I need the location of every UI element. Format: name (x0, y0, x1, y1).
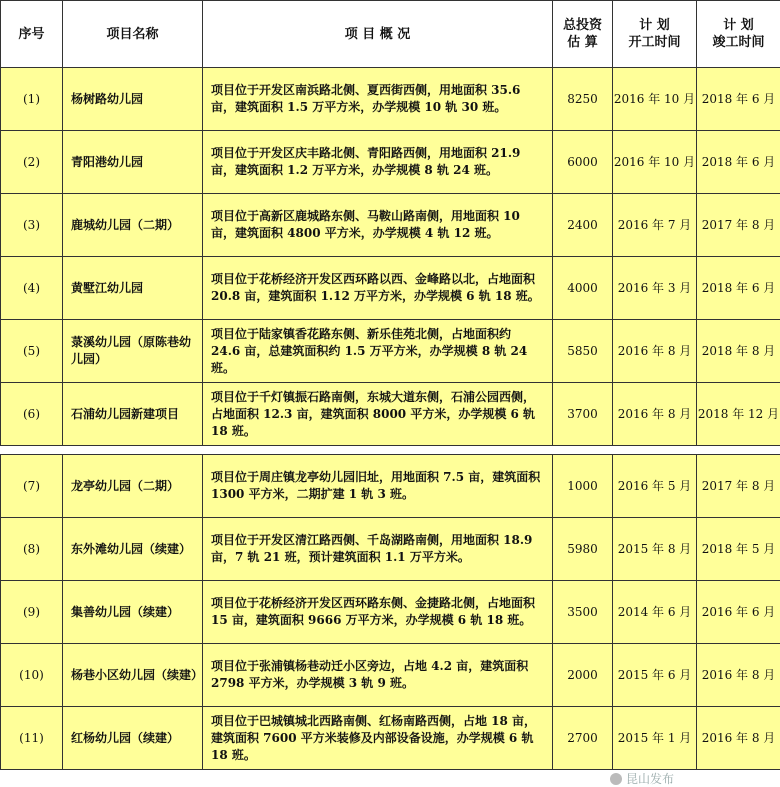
header-desc: 项 目 概 况 (203, 1, 553, 68)
project-description: 项目位于周庄镇龙亭幼儿园旧址，用地面积 7.5 亩，建筑面积 1300 平方米，二期扩建 1 轨 3 班。 (203, 455, 553, 518)
investment-estimate: 3500 (553, 581, 613, 644)
separator-cell (1, 446, 780, 455)
header-row (1, 1, 780, 68)
planned-completion: 2018 年 5 月 (697, 518, 780, 581)
investment-estimate: 3700 (553, 383, 613, 446)
table-row (1, 257, 780, 320)
project-description: 项目位于开发区南浜路北侧、夏西街西侧，用地面积 35.6 亩，建筑面积 1.5 万平方米，办学规模 10 轨 30 班。 (203, 68, 553, 131)
planned-start: 2015 年 6 月 (613, 644, 697, 707)
project-name: 鹿城幼儿园（二期） (63, 194, 203, 257)
planned-completion: 2017 年 8 月 (697, 194, 780, 257)
table-row (1, 455, 780, 518)
planned-start: 2014 年 6 月 (613, 581, 697, 644)
table-row (1, 518, 780, 581)
row-number: (5) (1, 320, 63, 383)
table-row (1, 68, 780, 131)
project-name: 菉溪幼儿园（原陈巷幼儿园） (63, 320, 203, 383)
table-row (1, 320, 780, 383)
project-name: 东外滩幼儿园（续建） (63, 518, 203, 581)
investment-estimate: 4000 (553, 257, 613, 320)
project-name: 杨树路幼儿园 (63, 68, 203, 131)
planned-completion: 2018 年 12 月 (697, 383, 780, 446)
header-start-line2: 开工时间 (613, 34, 696, 51)
planned-start: 2015 年 1 月 (613, 707, 697, 770)
investment-estimate: 8250 (553, 68, 613, 131)
table-row (1, 707, 780, 770)
row-number: (6) (1, 383, 63, 446)
header-start-line1: 计 划 (613, 17, 696, 34)
table-row (1, 644, 780, 707)
planned-completion: 2018 年 8 月 (697, 320, 780, 383)
header-invest-line2: 估 算 (553, 34, 612, 51)
header-invest (553, 1, 613, 68)
project-description: 项目位于花桥经济开发区西环路以西、金峰路以北，占地面积 20.8 亩，建筑面积 1.12 万平方米，办学规模 6 轨 18 班。 (203, 257, 553, 320)
project-name: 石浦幼儿园新建项目 (63, 383, 203, 446)
project-description: 项目位于开发区清江路西侧、千岛湖路南侧，用地面积 18.9 亩，7 轨 21 班，预计建筑面积 1.1 万平方米。 (203, 518, 553, 581)
project-description: 项目位于陆家镇香花路东侧、新乐佳苑北侧，占地面积约 24.6 亩，总建筑面积约 1.5 万平方米，办学规模 8 轨 24 班。 (203, 320, 553, 383)
planned-completion: 2016 年 6 月 (697, 581, 780, 644)
project-name: 青阳港幼儿园 (63, 131, 203, 194)
project-description: 项目位于千灯镇振石路南侧，东城大道东侧，石浦公园西侧，占地面积 12.3 亩，建筑面积 8000 平方米，办学规模 6 轨 18 班。 (203, 383, 553, 446)
watermark (610, 770, 674, 787)
table-row (1, 194, 780, 257)
project-name: 杨巷小区幼儿园（续建） (63, 644, 203, 707)
row-number: (9) (1, 581, 63, 644)
planned-start: 2016 年 10 月 (613, 68, 697, 131)
project-description: 项目位于花桥经济开发区西环路东侧、金捷路北侧，占地面积 15 亩，建筑面积 9666 万平方米，办学规模 6 轨 18 班。 (203, 581, 553, 644)
header-start (613, 1, 697, 68)
project-description: 项目位于高新区鹿城路东侧、马鞍山路南侧，用地面积 10 亩，建筑面积 4800 平方米，办学规模 4 轨 12 班。 (203, 194, 553, 257)
planned-completion: 2018 年 6 月 (697, 131, 780, 194)
header-name: 项目名称 (63, 1, 203, 68)
row-number: (11) (1, 707, 63, 770)
investment-estimate: 2700 (553, 707, 613, 770)
planned-completion: 2016 年 8 月 (697, 644, 780, 707)
planned-start: 2016 年 5 月 (613, 455, 697, 518)
planned-start: 2016 年 8 月 (613, 383, 697, 446)
planned-start: 2016 年 10 月 (613, 131, 697, 194)
row-number: (1) (1, 68, 63, 131)
planned-completion: 2016 年 8 月 (697, 707, 780, 770)
watermark-text: 昆山发布 (626, 772, 674, 786)
planned-start: 2015 年 8 月 (613, 518, 697, 581)
row-number: (2) (1, 131, 63, 194)
investment-estimate: 1000 (553, 455, 613, 518)
planned-start: 2016 年 3 月 (613, 257, 697, 320)
investment-estimate: 2400 (553, 194, 613, 257)
project-name: 红杨幼儿园（续建） (63, 707, 203, 770)
project-name: 集善幼儿园（续建） (63, 581, 203, 644)
table-row (1, 383, 780, 446)
header-end-line2: 竣工时间 (697, 34, 780, 51)
row-number: (10) (1, 644, 63, 707)
project-description: 项目位于巴城镇城北西路南侧、红杨南路西侧，占地 18 亩，建筑面积 7600 平方米装修及内部设备设施，办学规模 6 轨 18 班。 (203, 707, 553, 770)
investment-estimate: 2000 (553, 644, 613, 707)
project-description: 项目位于张浦镇杨巷动迁小区旁边，占地 4.2 亩，建筑面积 2798 平方米，办学规模 3 轨 9 班。 (203, 644, 553, 707)
row-number: (4) (1, 257, 63, 320)
planned-start: 2016 年 7 月 (613, 194, 697, 257)
header-end (697, 1, 780, 68)
project-description: 项目位于开发区庆丰路北侧、青阳路西侧，用地面积 21.9 亩，建筑面积 1.2 万平方米，办学规模 8 轨 24 班。 (203, 131, 553, 194)
planned-completion: 2018 年 6 月 (697, 68, 780, 131)
table-row (1, 581, 780, 644)
row-number: (7) (1, 455, 63, 518)
planned-start: 2016 年 8 月 (613, 320, 697, 383)
wechat-icon (610, 773, 622, 785)
investment-estimate: 6000 (553, 131, 613, 194)
header-no: 序号 (1, 1, 63, 68)
row-number: (8) (1, 518, 63, 581)
project-name: 龙亭幼儿园（二期） (63, 455, 203, 518)
table-row (1, 131, 780, 194)
row-number: (3) (1, 194, 63, 257)
investment-estimate: 5980 (553, 518, 613, 581)
planned-completion: 2018 年 6 月 (697, 257, 780, 320)
investment-estimate: 5850 (553, 320, 613, 383)
header-end-line1: 计 划 (697, 17, 780, 34)
project-name: 黄墅江幼儿园 (63, 257, 203, 320)
section-separator (1, 446, 780, 455)
planned-completion: 2017 年 8 月 (697, 455, 780, 518)
header-invest-line1: 总投资 (553, 17, 612, 34)
